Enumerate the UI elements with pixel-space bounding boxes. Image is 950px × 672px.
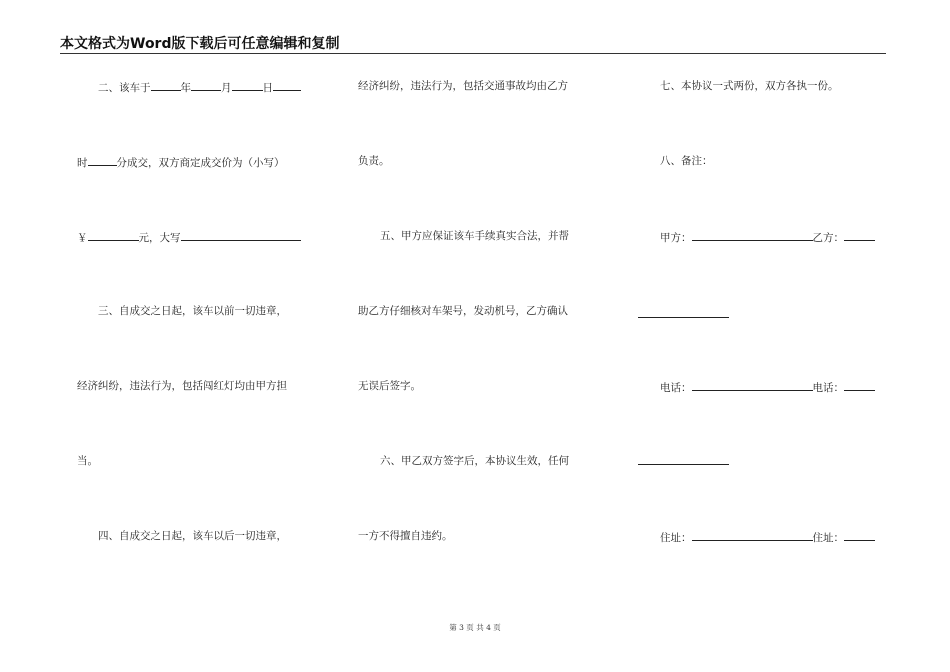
month-blank[interactable] xyxy=(191,79,221,91)
party-a-blank[interactable] xyxy=(692,229,813,241)
col2-line-7: 一方不得擅自违约。 xyxy=(358,530,453,542)
year-label: 年 xyxy=(180,82,191,94)
col1-line-price xyxy=(77,154,285,170)
col3-signature-line xyxy=(660,229,875,245)
party-b-label: 乙方： xyxy=(812,232,844,244)
phone-b-blank-continued[interactable] xyxy=(638,464,729,465)
col3-phone-line xyxy=(660,379,875,395)
col2-line-2: 负责。 xyxy=(358,155,390,167)
col2-line-1: 经济纠纷，违法行为，包括交通事故均由乙方 xyxy=(358,80,568,92)
year-blank[interactable] xyxy=(151,79,181,91)
address-b-blank[interactable] xyxy=(844,529,875,541)
date-prefix: 二、该车于 xyxy=(98,82,151,94)
yuan-symbol: ￥ xyxy=(77,232,88,244)
address-b-label: 住址： xyxy=(812,532,844,544)
col2-line-4: 助乙方仔细核对车架号，发动机号，乙方确认 xyxy=(358,305,568,317)
col3-address-line xyxy=(660,529,875,545)
minute-blank[interactable] xyxy=(88,154,117,166)
phone-b-blank[interactable] xyxy=(844,379,875,391)
col2-line-6: 六、甲乙双方签字后，本协议生效，任何 xyxy=(380,455,569,467)
day-label: 日 xyxy=(262,82,273,94)
hour-blank[interactable] xyxy=(273,79,301,91)
col1-line-amount xyxy=(77,229,301,245)
address-a-blank[interactable] xyxy=(692,529,813,541)
header-divider xyxy=(60,53,886,54)
price-clause: 分成交，双方商定成交价为（小写） xyxy=(116,157,285,169)
hour-label: 时 xyxy=(77,157,88,169)
amount-figures-blank[interactable] xyxy=(88,229,139,241)
col1-line-7: 四、自成交之日起，该车以后一切违章， xyxy=(98,530,287,542)
month-label: 月 xyxy=(221,82,232,94)
amount-words-blank[interactable] xyxy=(181,229,301,241)
col1-line-5: 经济纠纷，违法行为，包括闯红灯均由甲方担 xyxy=(77,380,287,392)
col2-line-3: 五、甲方应保证该车手续真实合法，并帮 xyxy=(380,230,569,242)
page-header-title: 本文格式为Word版下载后可任意编辑和复制 xyxy=(60,36,340,52)
col2-line-5: 无误后签字。 xyxy=(358,380,421,392)
day-blank[interactable] xyxy=(232,79,263,91)
phone-a-blank[interactable] xyxy=(692,379,813,391)
col1-line-4: 三、自成交之日起，该车以前一切违章， xyxy=(98,305,287,317)
col1-line-6: 当。 xyxy=(77,455,98,467)
phone-b-label: 电话： xyxy=(812,382,844,394)
amount-words-label: 元，大写 xyxy=(138,232,181,244)
page-number: 第 3 页 共 4 页 xyxy=(449,623,501,632)
party-b-blank[interactable] xyxy=(844,229,875,241)
phone-a-label: 电话： xyxy=(660,382,692,394)
address-a-label: 住址： xyxy=(660,532,692,544)
col3-line-remarks: 八、备注： xyxy=(660,155,713,167)
col3-line-1: 七、本协议一式两份，双方各执一份。 xyxy=(660,80,839,92)
party-b-blank-continued[interactable] xyxy=(638,317,729,318)
party-a-label: 甲方： xyxy=(660,232,692,244)
col1-line-date xyxy=(98,79,301,95)
